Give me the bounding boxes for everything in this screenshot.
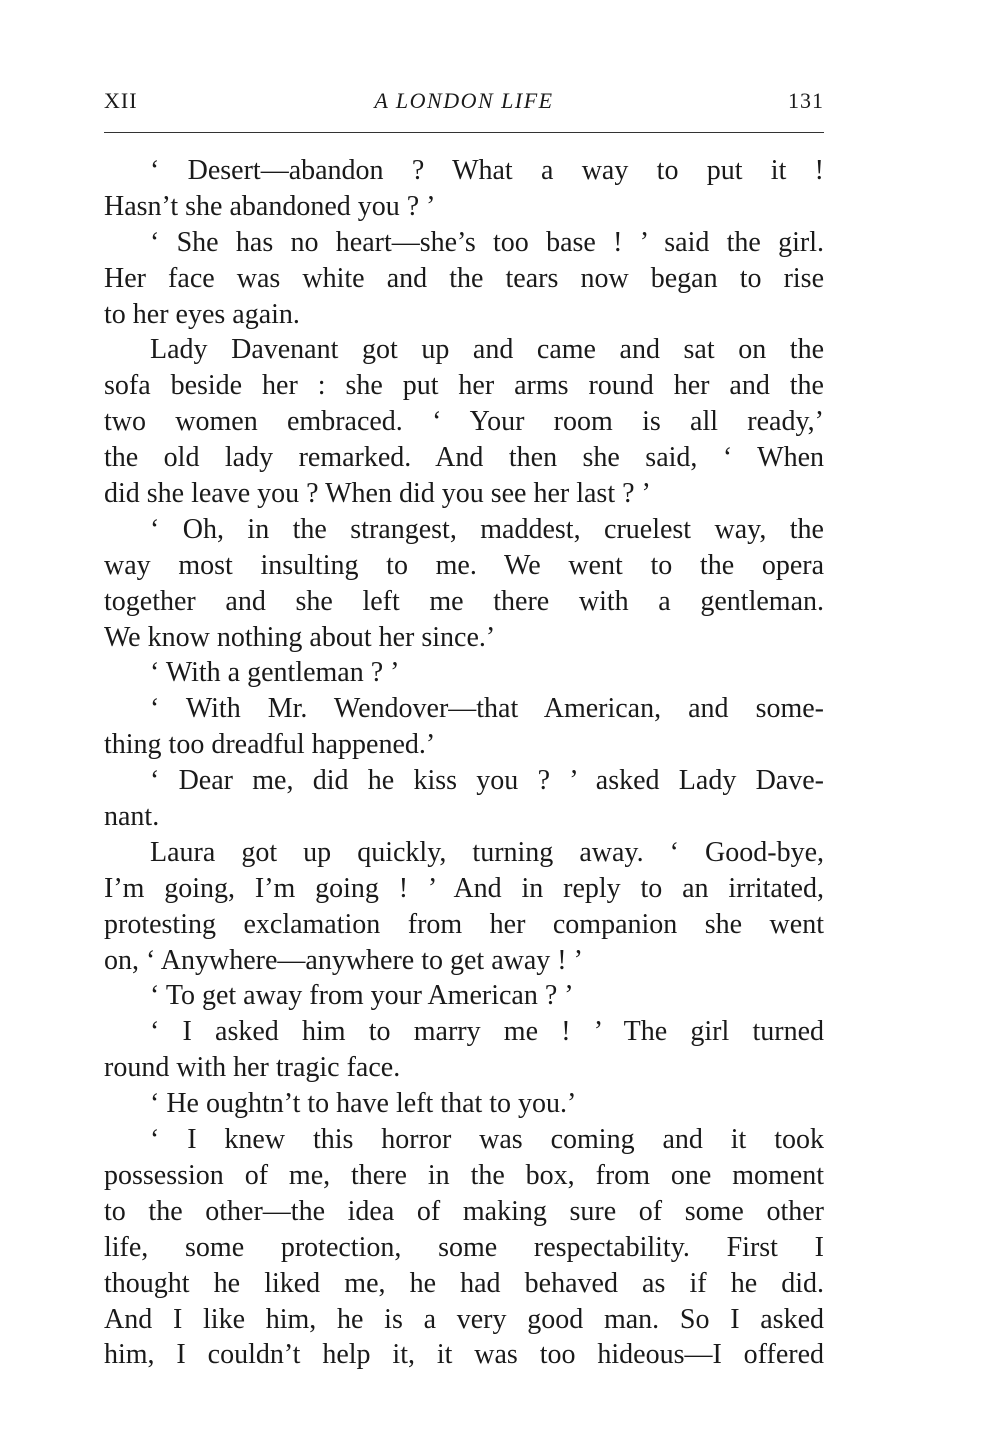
page-body: [104, 153, 824, 1373]
text-line: We know nothing about her since.’: [104, 621, 496, 653]
text-line: Hasn’t she abandoned you ? ’: [104, 190, 436, 222]
text-line: to her eyes again.: [104, 298, 300, 330]
running-title: A LONDON LIFE: [374, 88, 554, 113]
chapter-number: XII: [104, 88, 138, 113]
text-line: ‘ With Mr. Wendover—that American, and some-: [150, 693, 824, 725]
text-line: way most insulting to me. We went to the opera: [104, 549, 824, 581]
text-line: him, I couldn’t help it, it was too hideous—I offered: [104, 1339, 824, 1371]
text-line: ‘ I knew this horror was coming and it took: [150, 1124, 824, 1156]
text-line: ‘ He oughtn’t to have left that to you.’: [150, 1088, 577, 1120]
text-line: I’m going, I’m going ! ’ And in reply to an irritated,: [104, 872, 824, 904]
text-line: the old lady remarked. And then she said, ‘ When: [104, 442, 824, 474]
page-number: 131: [788, 88, 824, 113]
text-line: on, ‘ Anywhere—anywhere to get away ! ’: [104, 944, 583, 976]
text-line: ‘ I asked him to marry me ! ’ The girl turned: [150, 1016, 824, 1048]
text-line: possession of me, there in the box, from one moment: [104, 1159, 824, 1191]
text-line: Lady Davenant got up and came and sat on the: [150, 334, 824, 366]
text-line: Her face was white and the tears now began to rise: [104, 262, 824, 294]
text-line: life, some protection, some respectability. First I: [104, 1231, 824, 1263]
text-line: And I like him, he is a very good man. So I asked: [104, 1303, 824, 1335]
text-line: ‘ To get away from your American ? ’: [150, 980, 574, 1012]
text-line: ‘ Desert—abandon ? What a way to put it !: [150, 155, 824, 186]
text-line: ‘ With a gentleman ? ’: [150, 657, 400, 689]
text-line: did she leave you ? When did you see her last ? ’: [104, 478, 651, 510]
text-line: ‘ Dear me, did he kiss you ? ’ asked Lady Dave-: [150, 765, 824, 797]
text-line: thing too dreadful happened.’: [104, 729, 436, 761]
text-line: together and she left me there with a gentleman.: [104, 585, 824, 617]
text-line: ‘ She has no heart—she’s too base ! ’ said the girl.: [150, 226, 824, 258]
text-line: nant.: [104, 801, 160, 833]
text-line: round with her tragic face.: [104, 1052, 401, 1084]
running-header: [104, 88, 824, 122]
text-line: protesting exclamation from her companion she went: [104, 908, 824, 940]
text-line: to the other—the idea of making sure of some other: [104, 1195, 824, 1227]
text-line: ‘ Oh, in the strangest, maddest, cruelest way, the: [150, 513, 824, 545]
text-line: Laura got up quickly, turning away. ‘ Good-bye,: [150, 836, 824, 868]
text-line: sofa beside her : she put her arms round her and the: [104, 370, 824, 402]
text-line: two women embraced. ‘ Your room is all ready,’: [104, 406, 824, 438]
text-line: thought he liked me, he had behaved as if he did.: [104, 1267, 824, 1299]
header-rule: [104, 132, 824, 133]
